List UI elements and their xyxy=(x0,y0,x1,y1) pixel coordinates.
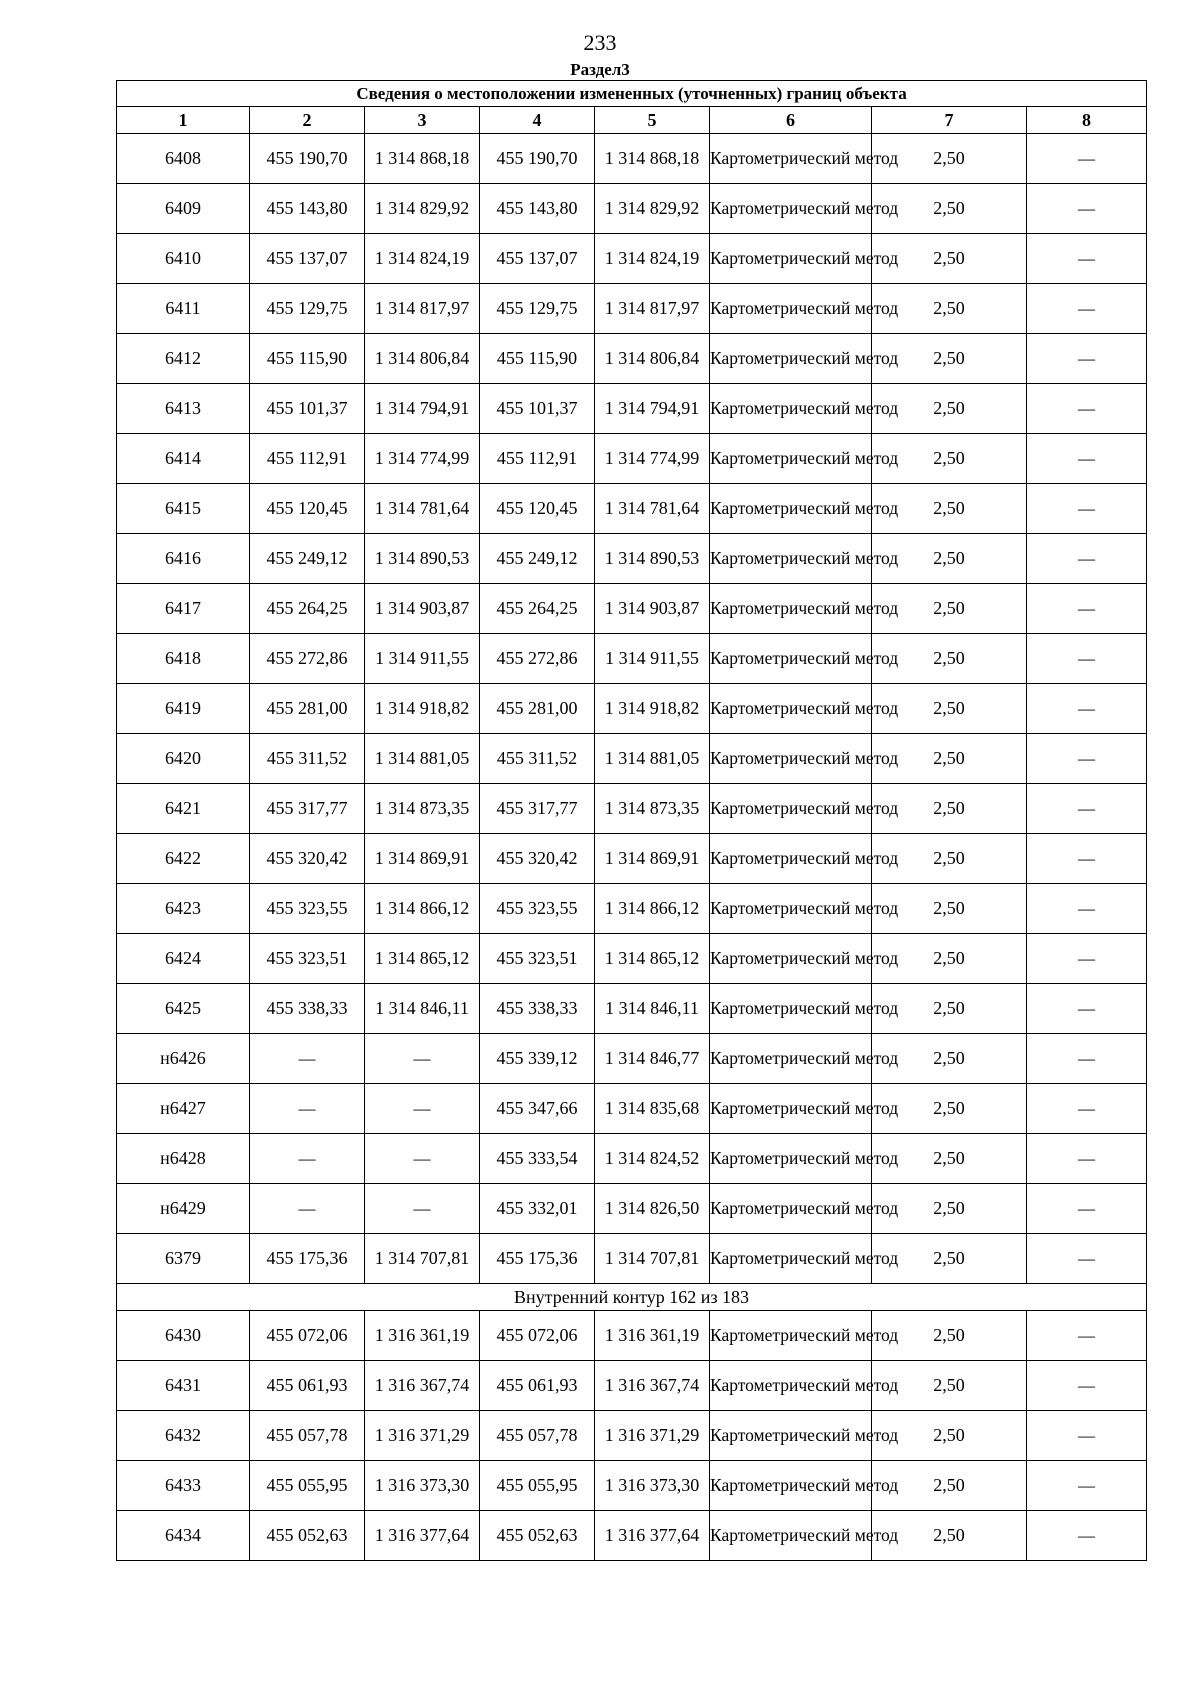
point-number-cell: 6411 xyxy=(117,284,250,334)
new-x-cell: 455 052,63 xyxy=(480,1511,595,1561)
point-number-cell: 6408 xyxy=(117,134,250,184)
new-x-cell: 455 338,33 xyxy=(480,984,595,1034)
description-cell: — xyxy=(1027,1184,1147,1234)
point-number-cell: 6425 xyxy=(117,984,250,1034)
description-cell: — xyxy=(1027,534,1147,584)
method-cell: Картометрический метод xyxy=(710,384,872,434)
method-cell: Картометрический метод xyxy=(710,984,872,1034)
column-number: 6 xyxy=(710,107,872,134)
old-x-cell: 455 249,12 xyxy=(250,534,365,584)
old-y-cell: 1 314 824,19 xyxy=(365,234,480,284)
point-number-cell: 6419 xyxy=(117,684,250,734)
table-row xyxy=(117,1084,1147,1134)
point-number-cell: 6415 xyxy=(117,484,250,534)
method-cell: Картометрический метод xyxy=(710,784,872,834)
description-cell: — xyxy=(1027,434,1147,484)
accuracy-cell: 2,50 xyxy=(872,1184,1027,1234)
new-y-cell: 1 316 377,64 xyxy=(595,1511,710,1561)
description-cell: — xyxy=(1027,284,1147,334)
old-y-cell: 1 316 377,64 xyxy=(365,1511,480,1561)
new-x-cell: 455 129,75 xyxy=(480,284,595,334)
old-x-cell: 455 190,70 xyxy=(250,134,365,184)
method-cell: Картометрический метод xyxy=(710,1084,872,1134)
contour-label: Внутренний контур 162 из 183 xyxy=(117,1284,1147,1311)
new-x-cell: 455 347,66 xyxy=(480,1084,595,1134)
point-number-cell: н6427 xyxy=(117,1084,250,1134)
description-cell: — xyxy=(1027,634,1147,684)
table-row xyxy=(117,1234,1147,1284)
accuracy-cell: 2,50 xyxy=(872,1234,1027,1284)
point-number-cell: 6423 xyxy=(117,884,250,934)
accuracy-cell: 2,50 xyxy=(872,684,1027,734)
point-number-cell: 6431 xyxy=(117,1361,250,1411)
page-number: 233 xyxy=(583,30,617,55)
description-cell: — xyxy=(1027,984,1147,1034)
old-x-cell: 455 137,07 xyxy=(250,234,365,284)
table-row xyxy=(117,934,1147,984)
new-y-cell: 1 314 794,91 xyxy=(595,384,710,434)
old-y-cell: 1 314 829,92 xyxy=(365,184,480,234)
new-x-cell: 455 339,12 xyxy=(480,1034,595,1084)
accuracy-cell: 2,50 xyxy=(872,1411,1027,1461)
table-row xyxy=(117,1184,1147,1234)
accuracy-cell: 2,50 xyxy=(872,1511,1027,1561)
old-x-cell: 455 129,75 xyxy=(250,284,365,334)
description-cell: — xyxy=(1027,1411,1147,1461)
new-x-cell: 455 061,93 xyxy=(480,1361,595,1411)
point-number-cell: 6414 xyxy=(117,434,250,484)
accuracy-cell: 2,50 xyxy=(872,334,1027,384)
old-y-cell: 1 316 371,29 xyxy=(365,1411,480,1461)
method-cell: Картометрический метод xyxy=(710,134,872,184)
old-y-cell: 1 314 794,91 xyxy=(365,384,480,434)
description-cell: — xyxy=(1027,1511,1147,1561)
accuracy-cell: 2,50 xyxy=(872,1461,1027,1511)
column-number: 1 xyxy=(117,107,250,134)
description-cell: — xyxy=(1027,1034,1147,1084)
new-y-cell: 1 314 835,68 xyxy=(595,1084,710,1134)
new-x-cell: 455 143,80 xyxy=(480,184,595,234)
method-cell: Картометрический метод xyxy=(710,1234,872,1284)
old-y-cell: 1 316 367,74 xyxy=(365,1361,480,1411)
description-cell: — xyxy=(1027,784,1147,834)
column-number: 5 xyxy=(595,107,710,134)
method-cell: Картометрический метод xyxy=(710,1134,872,1184)
new-y-cell: 1 314 826,50 xyxy=(595,1184,710,1234)
table-row xyxy=(117,184,1147,234)
description-cell: — xyxy=(1027,734,1147,784)
point-number-cell: 6417 xyxy=(117,584,250,634)
old-x-cell: 455 120,45 xyxy=(250,484,365,534)
method-cell: Картометрический метод xyxy=(710,1411,872,1461)
old-y-cell: 1 316 373,30 xyxy=(365,1461,480,1511)
new-x-cell: 455 190,70 xyxy=(480,134,595,184)
description-cell: — xyxy=(1027,1234,1147,1284)
new-x-cell: 455 137,07 xyxy=(480,234,595,284)
description-cell: — xyxy=(1027,1311,1147,1361)
old-x-cell: 455 112,91 xyxy=(250,434,365,484)
new-y-cell: 1 314 868,18 xyxy=(595,134,710,184)
accuracy-cell: 2,50 xyxy=(872,934,1027,984)
point-number-cell: 6409 xyxy=(117,184,250,234)
column-number: 3 xyxy=(365,107,480,134)
old-x-cell: 455 317,77 xyxy=(250,784,365,834)
new-y-cell: 1 314 806,84 xyxy=(595,334,710,384)
table-row xyxy=(117,234,1147,284)
contour-row xyxy=(117,1284,1147,1311)
table-row xyxy=(117,1311,1147,1361)
description-cell: — xyxy=(1027,884,1147,934)
point-number-cell: 6416 xyxy=(117,534,250,584)
old-y-cell: 1 314 806,84 xyxy=(365,334,480,384)
method-cell: Картометрический метод xyxy=(710,334,872,384)
new-y-cell: 1 314 707,81 xyxy=(595,1234,710,1284)
new-x-cell: 455 101,37 xyxy=(480,384,595,434)
old-x-cell: 455 323,55 xyxy=(250,884,365,934)
new-x-cell: 455 323,51 xyxy=(480,934,595,984)
new-y-cell: 1 314 918,82 xyxy=(595,684,710,734)
point-number-cell: 6424 xyxy=(117,934,250,984)
old-x-cell: — xyxy=(250,1134,365,1184)
accuracy-cell: 2,50 xyxy=(872,584,1027,634)
point-number-cell: 6418 xyxy=(117,634,250,684)
section-title: Раздел3 xyxy=(570,60,630,79)
table-row xyxy=(117,1361,1147,1411)
method-cell: Картометрический метод xyxy=(710,634,872,684)
point-number-cell: 6412 xyxy=(117,334,250,384)
accuracy-cell: 2,50 xyxy=(872,184,1027,234)
old-y-cell: 1 314 846,11 xyxy=(365,984,480,1034)
old-y-cell: 1 314 868,18 xyxy=(365,134,480,184)
point-number-cell: 6432 xyxy=(117,1411,250,1461)
old-y-cell: — xyxy=(365,1134,480,1184)
new-y-cell: 1 316 371,29 xyxy=(595,1411,710,1461)
table-row xyxy=(117,684,1147,734)
old-x-cell: 455 175,36 xyxy=(250,1234,365,1284)
method-cell: Картометрический метод xyxy=(710,184,872,234)
table-row xyxy=(117,434,1147,484)
column-number: 2 xyxy=(250,107,365,134)
accuracy-cell: 2,50 xyxy=(872,834,1027,884)
method-cell: Картометрический метод xyxy=(710,834,872,884)
new-x-cell: 455 320,42 xyxy=(480,834,595,884)
old-x-cell: 455 320,42 xyxy=(250,834,365,884)
description-cell: — xyxy=(1027,1461,1147,1511)
new-x-cell: 455 272,86 xyxy=(480,634,595,684)
old-x-cell: 455 281,00 xyxy=(250,684,365,734)
column-number-row xyxy=(117,107,1147,134)
accuracy-cell: 2,50 xyxy=(872,884,1027,934)
method-cell: Картометрический метод xyxy=(710,1511,872,1561)
new-x-cell: 455 120,45 xyxy=(480,484,595,534)
new-y-cell: 1 314 903,87 xyxy=(595,584,710,634)
description-cell: — xyxy=(1027,584,1147,634)
old-x-cell: 455 101,37 xyxy=(250,384,365,434)
description-cell: — xyxy=(1027,334,1147,384)
method-cell: Картометрический метод xyxy=(710,584,872,634)
method-cell: Картометрический метод xyxy=(710,534,872,584)
old-y-cell: 1 314 873,35 xyxy=(365,784,480,834)
table-row xyxy=(117,734,1147,784)
point-number-cell: 6421 xyxy=(117,784,250,834)
table-row xyxy=(117,1034,1147,1084)
accuracy-cell: 2,50 xyxy=(872,1361,1027,1411)
accuracy-cell: 2,50 xyxy=(872,784,1027,834)
new-x-cell: 455 264,25 xyxy=(480,584,595,634)
accuracy-cell: 2,50 xyxy=(872,634,1027,684)
new-x-cell: 455 057,78 xyxy=(480,1411,595,1461)
table-row xyxy=(117,1411,1147,1461)
description-cell: — xyxy=(1027,1134,1147,1184)
old-x-cell: 455 143,80 xyxy=(250,184,365,234)
point-number-cell: н6428 xyxy=(117,1134,250,1184)
old-x-cell: 455 272,86 xyxy=(250,634,365,684)
accuracy-cell: 2,50 xyxy=(872,434,1027,484)
table-row xyxy=(117,484,1147,534)
table-row xyxy=(117,984,1147,1034)
accuracy-cell: 2,50 xyxy=(872,534,1027,584)
old-y-cell: 1 314 707,81 xyxy=(365,1234,480,1284)
accuracy-cell: 2,50 xyxy=(872,734,1027,784)
old-x-cell: — xyxy=(250,1034,365,1084)
old-y-cell: 1 314 890,53 xyxy=(365,534,480,584)
point-number-cell: 6430 xyxy=(117,1311,250,1361)
coordinates-table xyxy=(116,80,1147,1561)
new-y-cell: 1 314 829,92 xyxy=(595,184,710,234)
old-x-cell: 455 338,33 xyxy=(250,984,365,1034)
new-y-cell: 1 314 774,99 xyxy=(595,434,710,484)
point-number-cell: 6422 xyxy=(117,834,250,884)
description-cell: — xyxy=(1027,234,1147,284)
description-cell: — xyxy=(1027,1361,1147,1411)
old-y-cell: 1 314 911,55 xyxy=(365,634,480,684)
description-cell: — xyxy=(1027,184,1147,234)
old-x-cell: 455 323,51 xyxy=(250,934,365,984)
old-y-cell: 1 314 774,99 xyxy=(365,434,480,484)
table-row xyxy=(117,834,1147,884)
accuracy-cell: 2,50 xyxy=(872,484,1027,534)
old-x-cell: — xyxy=(250,1084,365,1134)
old-x-cell: 455 072,06 xyxy=(250,1311,365,1361)
new-y-cell: 1 316 367,74 xyxy=(595,1361,710,1411)
description-cell: — xyxy=(1027,134,1147,184)
old-x-cell: 455 057,78 xyxy=(250,1411,365,1461)
accuracy-cell: 2,50 xyxy=(872,234,1027,284)
new-y-cell: 1 314 846,11 xyxy=(595,984,710,1034)
table-row xyxy=(117,1134,1147,1184)
new-y-cell: 1 316 361,19 xyxy=(595,1311,710,1361)
old-x-cell: 455 055,95 xyxy=(250,1461,365,1511)
old-y-cell: — xyxy=(365,1184,480,1234)
accuracy-cell: 2,50 xyxy=(872,134,1027,184)
old-y-cell: 1 314 866,12 xyxy=(365,884,480,934)
table-caption: Сведения о местоположении измененных (уточненных) границ объекта xyxy=(117,81,1147,107)
new-x-cell: 455 112,91 xyxy=(480,434,595,484)
new-x-cell: 455 175,36 xyxy=(480,1234,595,1284)
description-cell: — xyxy=(1027,384,1147,434)
new-x-cell: 455 072,06 xyxy=(480,1311,595,1361)
method-cell: Картометрический метод xyxy=(710,434,872,484)
table-caption-row xyxy=(117,81,1147,107)
table-row xyxy=(117,134,1147,184)
method-cell: Картометрический метод xyxy=(710,1311,872,1361)
method-cell: Картометрический метод xyxy=(710,1184,872,1234)
new-y-cell: 1 314 890,53 xyxy=(595,534,710,584)
old-y-cell: 1 314 869,91 xyxy=(365,834,480,884)
column-number: 8 xyxy=(1027,107,1147,134)
accuracy-cell: 2,50 xyxy=(872,1311,1027,1361)
point-number-cell: н6429 xyxy=(117,1184,250,1234)
old-y-cell: 1 314 918,82 xyxy=(365,684,480,734)
point-number-cell: 6413 xyxy=(117,384,250,434)
old-x-cell: — xyxy=(250,1184,365,1234)
accuracy-cell: 2,50 xyxy=(872,984,1027,1034)
method-cell: Картометрический метод xyxy=(710,934,872,984)
point-number-cell: н6426 xyxy=(117,1034,250,1084)
new-y-cell: 1 314 846,77 xyxy=(595,1034,710,1084)
new-x-cell: 455 323,55 xyxy=(480,884,595,934)
table-row xyxy=(117,334,1147,384)
description-cell: — xyxy=(1027,484,1147,534)
method-cell: Картометрический метод xyxy=(710,734,872,784)
table-row xyxy=(117,884,1147,934)
description-cell: — xyxy=(1027,834,1147,884)
method-cell: Картометрический метод xyxy=(710,234,872,284)
table-row xyxy=(117,584,1147,634)
new-y-cell: 1 314 865,12 xyxy=(595,934,710,984)
table-row xyxy=(117,1511,1147,1561)
new-x-cell: 455 249,12 xyxy=(480,534,595,584)
table-row xyxy=(117,634,1147,684)
method-cell: Картометрический метод xyxy=(710,1361,872,1411)
new-x-cell: 455 055,95 xyxy=(480,1461,595,1511)
old-y-cell: 1 316 361,19 xyxy=(365,1311,480,1361)
point-number-cell: 6379 xyxy=(117,1234,250,1284)
method-cell: Картометрический метод xyxy=(710,284,872,334)
new-y-cell: 1 314 817,97 xyxy=(595,284,710,334)
method-cell: Картометрический метод xyxy=(710,884,872,934)
table-row xyxy=(117,1461,1147,1511)
new-y-cell: 1 314 911,55 xyxy=(595,634,710,684)
accuracy-cell: 2,50 xyxy=(872,1134,1027,1184)
point-number-cell: 6434 xyxy=(117,1511,250,1561)
new-y-cell: 1 314 866,12 xyxy=(595,884,710,934)
table-row xyxy=(117,784,1147,834)
table-row xyxy=(117,284,1147,334)
point-number-cell: 6420 xyxy=(117,734,250,784)
old-y-cell: 1 314 881,05 xyxy=(365,734,480,784)
old-y-cell: 1 314 781,64 xyxy=(365,484,480,534)
old-y-cell: 1 314 903,87 xyxy=(365,584,480,634)
description-cell: — xyxy=(1027,934,1147,984)
new-y-cell: 1 314 881,05 xyxy=(595,734,710,784)
method-cell: Картометрический метод xyxy=(710,684,872,734)
old-y-cell: 1 314 865,12 xyxy=(365,934,480,984)
new-y-cell: 1 314 824,19 xyxy=(595,234,710,284)
new-x-cell: 455 311,52 xyxy=(480,734,595,784)
new-x-cell: 455 115,90 xyxy=(480,334,595,384)
new-x-cell: 455 317,77 xyxy=(480,784,595,834)
new-x-cell: 455 281,00 xyxy=(480,684,595,734)
method-cell: Картометрический метод xyxy=(710,1034,872,1084)
old-y-cell: — xyxy=(365,1084,480,1134)
old-y-cell: — xyxy=(365,1034,480,1084)
accuracy-cell: 2,50 xyxy=(872,1084,1027,1134)
old-x-cell: 455 052,63 xyxy=(250,1511,365,1561)
old-x-cell: 455 115,90 xyxy=(250,334,365,384)
column-number: 7 xyxy=(872,107,1027,134)
point-number-cell: 6433 xyxy=(117,1461,250,1511)
new-y-cell: 1 314 781,64 xyxy=(595,484,710,534)
old-x-cell: 455 264,25 xyxy=(250,584,365,634)
new-x-cell: 455 333,54 xyxy=(480,1134,595,1184)
table-row xyxy=(117,534,1147,584)
new-y-cell: 1 316 373,30 xyxy=(595,1461,710,1511)
new-x-cell: 455 332,01 xyxy=(480,1184,595,1234)
accuracy-cell: 2,50 xyxy=(872,384,1027,434)
accuracy-cell: 2,50 xyxy=(872,1034,1027,1084)
description-cell: — xyxy=(1027,684,1147,734)
coordinates-table-body xyxy=(117,81,1147,1561)
table-row xyxy=(117,384,1147,434)
method-cell: Картометрический метод xyxy=(710,484,872,534)
new-y-cell: 1 314 869,91 xyxy=(595,834,710,884)
new-y-cell: 1 314 873,35 xyxy=(595,784,710,834)
old-y-cell: 1 314 817,97 xyxy=(365,284,480,334)
old-x-cell: 455 061,93 xyxy=(250,1361,365,1411)
old-x-cell: 455 311,52 xyxy=(250,734,365,784)
new-y-cell: 1 314 824,52 xyxy=(595,1134,710,1184)
method-cell: Картометрический метод xyxy=(710,1461,872,1511)
accuracy-cell: 2,50 xyxy=(872,284,1027,334)
description-cell: — xyxy=(1027,1084,1147,1134)
point-number-cell: 6410 xyxy=(117,234,250,284)
column-number: 4 xyxy=(480,107,595,134)
